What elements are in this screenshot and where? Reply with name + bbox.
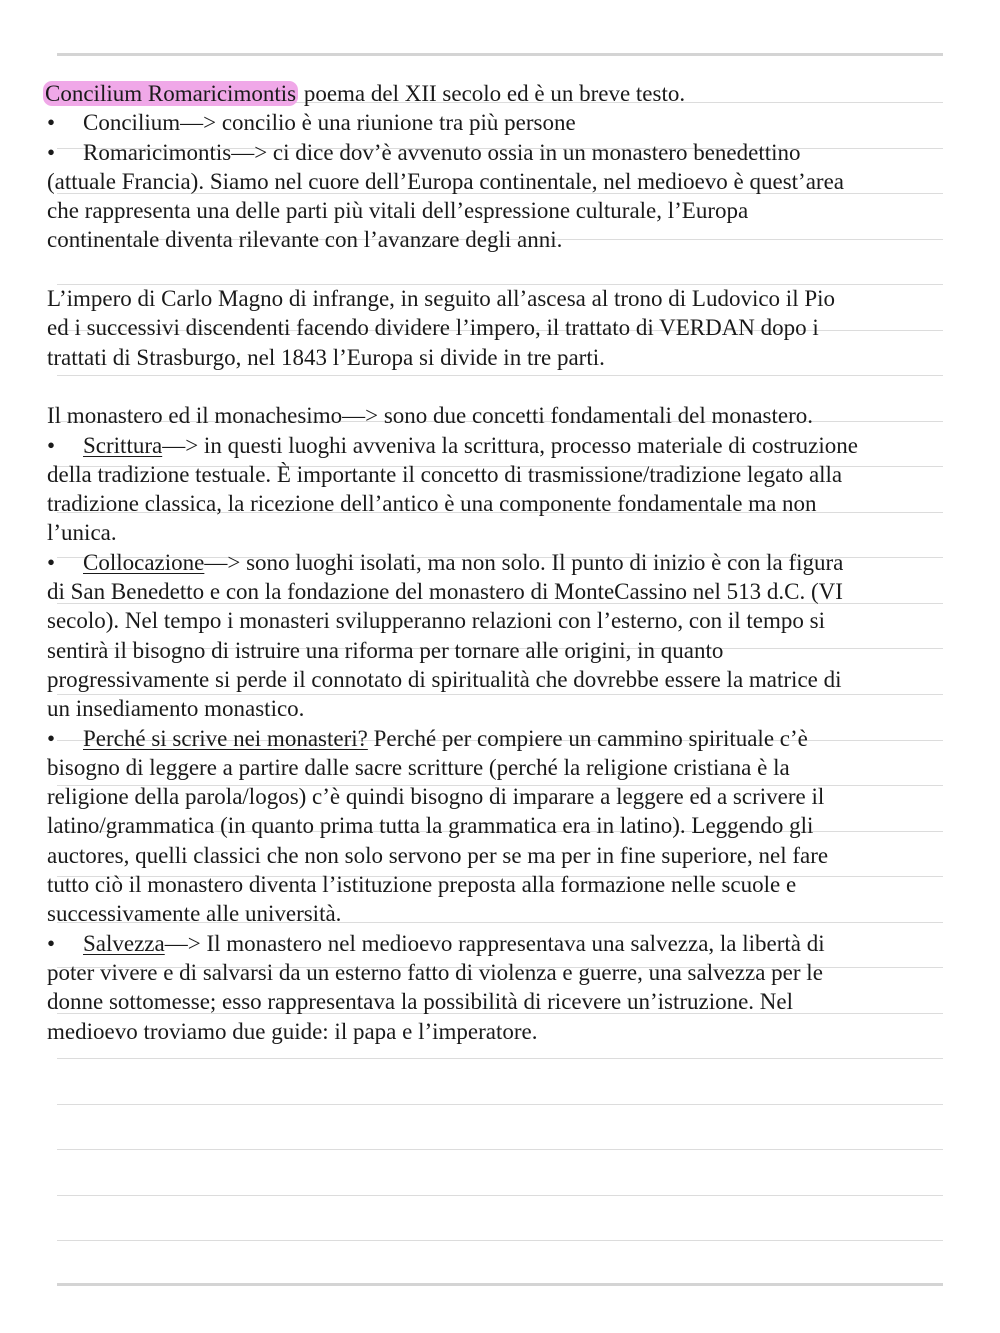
intro-text: poema del XII secolo ed è un breve testo. (298, 81, 686, 106)
text-line: tradizione classica, la ricezione dell’antico è una componente fondamentale ma non (47, 491, 817, 517)
text-line: bisogno di leggere a partire dalle sacre scritture (perché la religione cristiana è la (47, 754, 790, 780)
term-scrittura: Scrittura (83, 432, 163, 458)
text-line: successivamente alle università. (47, 901, 342, 927)
text-line: Il monastero ed il monachesimo—> sono due concetti fondamentali del monastero. (47, 403, 814, 429)
note-body (47, 79, 947, 1046)
paragraph-gap (47, 255, 947, 284)
bullet-icon: • (47, 930, 56, 956)
bullet-icon: • (47, 139, 56, 165)
text-line: un insediamento monastico. (47, 696, 305, 722)
text-line: auctores, quelli classici che non solo servono per se ma per in fine superiore, nel fare (47, 842, 829, 868)
ruled-line (57, 1149, 943, 1150)
ruled-line (57, 1195, 943, 1196)
bullet-icon: • (47, 549, 56, 575)
bullet-icon: • (47, 432, 56, 458)
text-line: di San Benedetto e con la fondazione del monastero di MonteCassino nel 513 d.C. (VI (47, 579, 843, 605)
list-item: • Collocazione—> sono luoghi isolati, ma non solo. Il punto di inizio è con la figura (47, 548, 947, 577)
text-line: ed i successivi discendenti facendo dividere l’impero, il trattato di VERDAN dopo i (47, 315, 819, 341)
bullet-icon: • (47, 725, 56, 751)
text-line: donne sottomesse; esso rappresentava la possibilità di ricevere un’istruzione. Nel (47, 989, 794, 1015)
ruled-line (57, 1104, 943, 1105)
bottom-border-line (57, 1283, 943, 1286)
text-line: continentale diventa rilevante con l’avanzare degli anni. (47, 227, 563, 253)
text-line: (attuale Francia). Siamo nel cuore dell’Europa continentale, nel medioevo è quest’area (47, 168, 844, 194)
text-line: tutto ciò il monastero diventa l’istituzione preposta alla formazione nelle scuole e (47, 872, 797, 898)
ruled-line (57, 1058, 943, 1059)
list-item: • Concilium—> concilio è una riunione tra più persone (47, 108, 947, 137)
text-line: l’unica. (47, 520, 117, 546)
term-perche: Perché si scrive nei monasteri? (83, 725, 368, 751)
text-line: latino/grammatica (in quanto prima tutta la grammatica era in latino). Leggendo gli (47, 813, 814, 839)
list-item: • Salvezza—> Il monastero nel medioevo rappresentava una salvezza, la libertà di (47, 929, 947, 958)
list-item: • Perché si scrive nei monasteri? Perché per compiere un cammino spirituale c’è (47, 724, 947, 753)
top-border-line (57, 53, 943, 56)
bullet-icon: • (47, 110, 56, 136)
text-line: trattati di Strasburgo, nel 1843 l’Europa si divide in tre parti. (47, 344, 605, 370)
text-line: sentirà il bisogno di istruire una riforma per tornare alle origini, in quanto (47, 637, 724, 663)
text-line: secolo). Nel tempo i monasteri svilupperanno relazioni con l’esterno, con il tempo si (47, 608, 825, 634)
ruled-line (57, 1240, 943, 1241)
highlighted-title: Concilium Romaricimontis (45, 81, 297, 106)
paragraph-gap (47, 372, 947, 401)
text-line: progressivamente si perde il connotato di spiritualità che dovrebbe essere la matrice di (47, 666, 842, 692)
term-salvezza: Salvezza (83, 930, 165, 956)
text-line: poter vivere e di salvarsi da un esterno fatto di violenza e guerre, una salvezza per le (47, 959, 823, 985)
list-item: • Romaricimontis—> ci dice dov’è avvenuto ossia in un monastero benedettino (47, 138, 947, 167)
paragraph-intro (47, 79, 947, 108)
text-line: che rappresenta una delle parti più vitali dell’espressione culturale, l’Europa (47, 198, 749, 224)
text-line: della tradizione testuale. È importante il concetto di trasmissione/tradizione legato alla (47, 461, 843, 487)
text-line: medioevo troviamo due guide: il papa e l’imperatore. (47, 1018, 538, 1044)
text-line: L’impero di Carlo Magno di infrange, in seguito all’ascesa al trono di Ludovico il Pio (47, 286, 836, 312)
list-item: • Scrittura—> in questi luoghi avveniva la scrittura, processo materiale di costruzione (47, 431, 947, 460)
term-collocazione: Collocazione (83, 549, 205, 575)
text-line: religione della parola/logos) c’è quindi bisogno di imparare a leggere ed a scrivere il (47, 784, 825, 810)
